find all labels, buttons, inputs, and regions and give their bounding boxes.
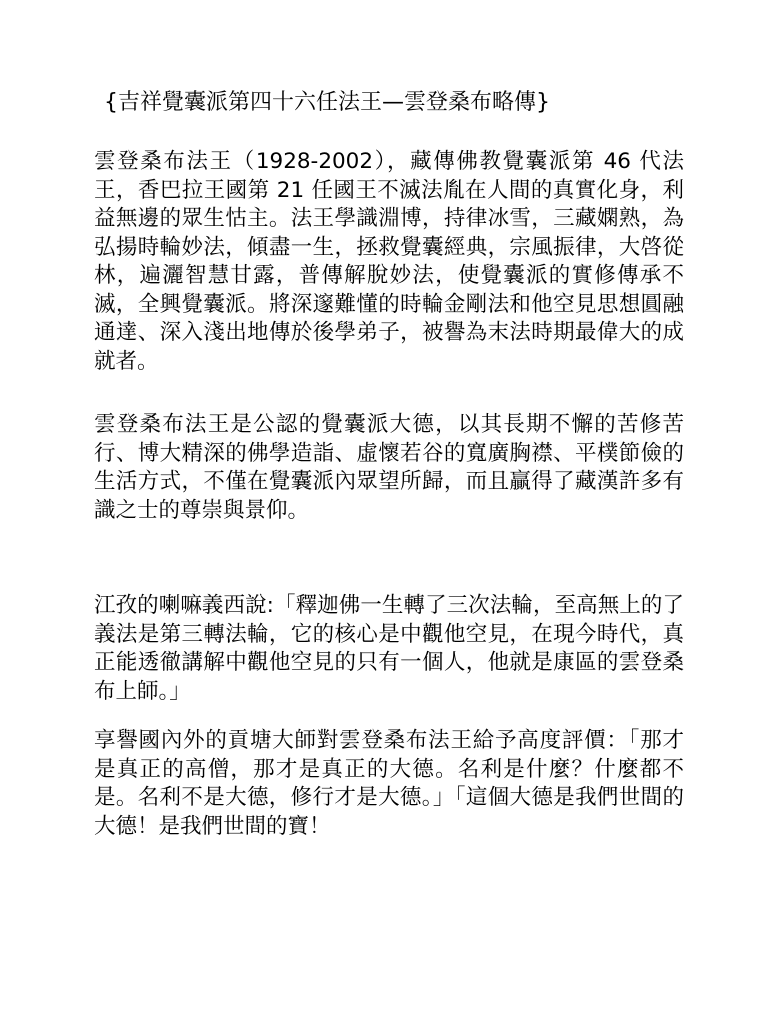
paragraph-reputation: 雲登桑布法王是公認的覺囊派大德，以其長期不懈的苦修苦行、博大精深的佛學造詣、虛懷若谷的寬廣胸襟、平樸節儉的生活方式，不僅在覺囊派內眾望所歸，而且贏得了藏漢許多有識之士的尊崇與景仰。 — [94, 412, 684, 523]
paragraph-biography: 雲登桑布法王（1928-2002），藏傳佛教覺囊派第 46 代法王，香巴拉王國第 21 任國王不滅法胤在人間的真實化身，利益無邊的眾生怙主。法王學識淵博，持律冰雪，三藏嫻熟，為弘揚時輪妙法，傾盡一生，拯救覺囊經典，宗風振律，大啓從林，遍灑智慧甘露，普傳解脫妙法，使覺囊派的實修傳承不滅，全興覺囊派。將深邃難懂的時輪金剛法和他空見思想圓融通達、深入淺出地傳於後學弟子，被譽為末法時期最偉大的成就者。 — [94, 149, 684, 374]
paragraph-gongtang-quote: 享譽國內外的貢塘大師對雲登桑布法王給予高度評價：「那才是真正的高僧，那才是真正的大德。名利是什麼？什麼都不是。名利不是大德，修行才是大德。」「這個大德是我們世間的大德！是我們世間的寶！ — [94, 728, 684, 839]
paragraph-lama-yixi-quote: 江孜的喇嘛義西說:「釋迦佛一生轉了三次法輪，至高無上的了義法是第三轉法輪，它的核心是中觀他空見，在現今時代，真正能透徹講解中觀他空見的只有一個人，他就是康區的雲登桑布上師。」 — [94, 593, 684, 704]
document-title: {吉祥覺囊派第四十六任法王—雲登桑布略傳} — [104, 90, 550, 115]
